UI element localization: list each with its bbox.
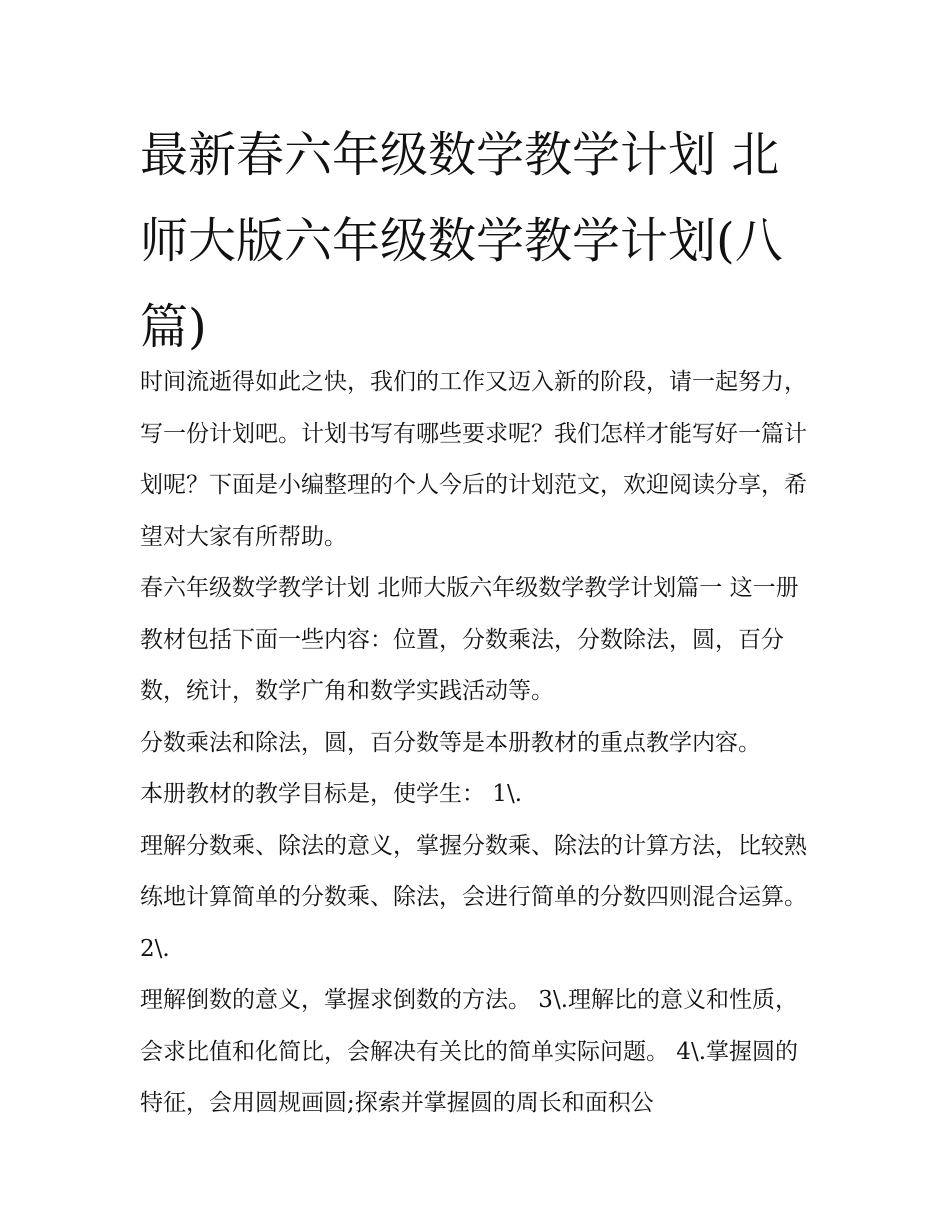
document-body	[140, 357, 810, 1130]
paragraph-intro: 时间流逝得如此之快，我们的工作又迈入新的阶段，请一起努力，写一份计划吧。计划书写有哪些要求呢？我们怎样才能写好一篇计划呢？下面是小编整理的个人今后的计划范文，欢迎阅读分享，希望对大家有所帮助。	[140, 369, 807, 550]
paragraph-key-content: 分数乘法和除法，圆，百分数等是本册教材的重点教学内容。	[140, 729, 761, 756]
paragraph-teaching-goals: 本册教材的教学目标是，使学生： 1\.	[140, 781, 523, 807]
paragraph-goal-1: 理解分数乘、除法的意义，掌握分数乘、除法的计算方法，比较熟练地计算简单的分数乘、除法，会进行简单的分数四则混合运算。 2\.	[140, 832, 807, 962]
document-title: 最新春六年级数学教学计划 北师大版六年级数学教学计划(八篇)	[140, 127, 783, 355]
paragraph-goal-2-4: 理解倒数的意义，掌握求倒数的方法。 3\.理解比的意义和性质，会求比值和化简比，会解决有关比的简单实际问题。 4\.掌握圆的特征，会用圆规画圆;探索并掌握圆的周长和面积公	[140, 987, 799, 1116]
paragraph-content-scope: 春六年级数学教学计划 北师大版六年级数学教学计划篇一 这一册教材包括下面一些内容：位置，分数乘法，分数除法，圆，百分数，统计，数学广角和数学实践活动等。	[140, 575, 799, 704]
